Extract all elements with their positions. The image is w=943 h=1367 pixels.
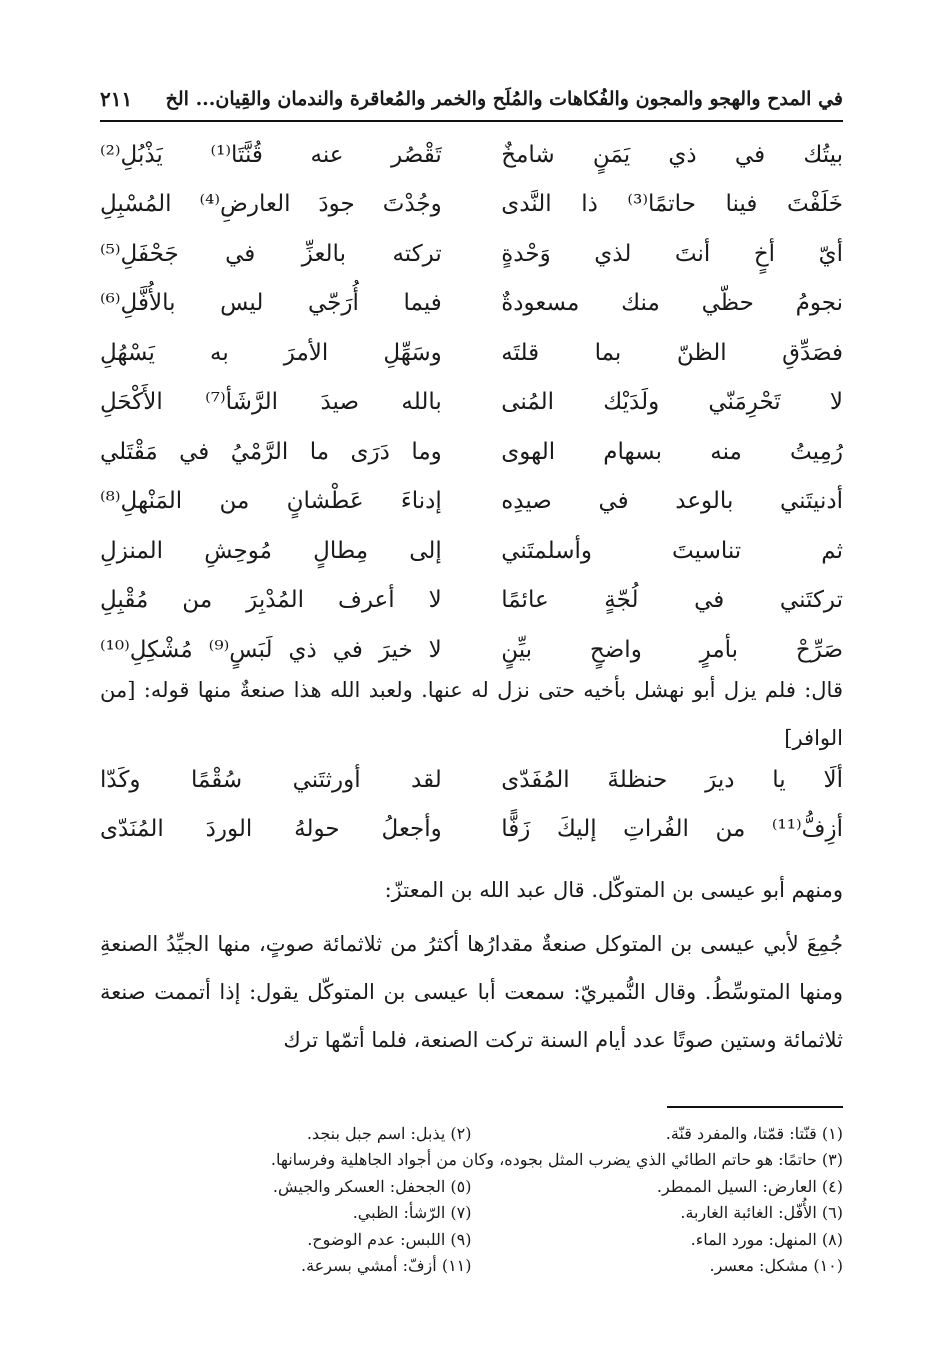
verse-second-hemistich: إلى مِطالٍ مُوحِشِ المنزلِ [100,537,442,564]
verse-first-hemistich: تركتَني في لُجّةٍ عائمًا [501,587,843,614]
prose-paragraph-1 [100,666,843,762]
verse-second-hemistich: لقد أورثتَني سُقْمًا وكَدّا [100,766,442,793]
footnotes [100,1120,843,1279]
paragraph-intro: ومنهم أبو عيسى بن المتوكّل. قال عبد الله بن المعتزّ: [384,878,843,902]
footnote-row [100,1200,843,1227]
footnote: (٢) يذبل: اسم جبل بنجد. [306,1123,472,1143]
verse-first-hemistich: أزِفُّ⁽¹¹⁾ من الفُراتِ إليكَ زَفًّا [501,816,843,843]
running-header [100,78,843,122]
verse-first-hemistich: خَلَفْتَ فينا حاتمًا⁽³⁾ ذا النَّدى [501,191,843,218]
verse-line [100,427,843,477]
verse-second-hemistich: تركته بالعزِّ في جَحْفَلِ⁽⁵⁾ [100,240,442,267]
footnote: (٨) المنهل: مورد الماء. [690,1229,843,1249]
verse-first-hemistich: نجومُ حظّي منك مسعودةٌ [501,290,843,317]
footnote-row [100,1173,843,1200]
verse-first-hemistich: أيّ أخٍ أنتَ لذي وَحْدةٍ [501,240,843,267]
footnote: (١) قنّتا: قمّتا، والمفرد قنّة. [665,1123,843,1143]
verse-first-hemistich: رُمِيتُ منه بسهام الهوى [501,438,843,465]
verse-second-hemistich: لا أعرف المُدْبِرَ من مُقْبِلِ [100,587,442,614]
verse-second-hemistich: فيما أُرَجّي ليس بالأُفَّلِ⁽⁶⁾ [100,290,442,317]
verse-first-hemistich: صَرِّحْ بأمرٍ واضحٍ بيِّنٍ [501,636,843,663]
verse-second-hemistich: وسَهِّلِ الأمرَ به يَسْهُلِ [100,339,442,366]
footnote: (٩) اللبس: عدم الوضوح. [307,1229,472,1249]
verse-line [100,130,843,180]
footnote-row [100,1253,843,1280]
verse-second-hemistich: وجُدْتَ جودَ العارضِ⁽⁴⁾ المُسْبِلِ [100,191,442,218]
verse-first-hemistich: لا تَحْرِمَنّي ولَدَيْك المُنى [501,389,843,416]
footnote: (٥) الجحفل: العسكر والجيش. [272,1176,472,1196]
verse-line [100,477,843,527]
verse-line [100,755,843,805]
footnote-row [100,1120,843,1147]
verse-line [100,279,843,329]
verse-line [100,180,843,230]
verse-line [100,328,843,378]
footnote: (٤) العارض: السيل الممطر. [656,1176,843,1196]
footnote-divider [667,1106,843,1108]
footnote-row [100,1147,843,1174]
footnote: (٦) الأُفّل: الغائبة الغاربة. [680,1203,843,1223]
verse-second-hemistich: بالله صيدَ الرَّشَأ⁽⁷⁾ الأَكْحَلِ [100,389,442,416]
running-title: في المدح والهجو والمجون والفُكاهات والمُلَح والخمر والمُعاقرة والندمان والقِيان... الخ [165,88,843,110]
verse-line [100,229,843,279]
verse-line [100,576,843,626]
verse-second-hemistich: وما دَرَى ما الرَّمْيُ في مَقْتَلي [100,438,442,465]
verse-first-hemistich: ثم تناسيتَ وأسلمتَني [501,537,843,564]
footnote-row [100,1226,843,1253]
verse-second-hemistich: وأجعلُ حولهُ الوردَ المُنَدّى [100,816,442,843]
poem-block-2 [100,755,843,854]
footnote: (١١) أزفّ: أمشي بسرعة. [301,1256,472,1276]
verse-first-hemistich: ألَا يا ديرَ حنظلةَ المُفَدّى [501,766,843,793]
verse-first-hemistich: فصَدِّقِ الظنّ بما قلتَه [501,339,843,366]
paragraph-text: قال: فلم يزل أبو نهشل بأخيه حتى نزل له عنها. ولعبد الله هذا صنعةٌ منها قوله: [من الوافر] [100,678,843,750]
footnote: (٧) الرّشأ: الظبي. [352,1203,472,1223]
footnote: (٣) حاتمًا: هو حاتم الطائي الذي يضرب المثل بجوده، وكان من أجواد الجاهلية وفرسانها. [270,1150,843,1170]
verse-first-hemistich: بيتُك في ذي يَمَنٍ شامخٌ [501,141,843,168]
verse-first-hemistich: أدنيتَني بالوعد في صيدِه [501,488,843,515]
verse-second-hemistich: لا خيرَ في ذي لَبَسٍ⁽⁹⁾ مُشْكِلِ⁽¹⁰⁾ [100,636,442,663]
poem-block-1 [100,130,843,675]
verse-second-hemistich: إدناءَ عَطْشانٍ من المَنْهلِ⁽⁸⁾ [100,488,442,515]
page-number: ٢١١ [100,87,133,111]
footnote: (١٠) مشكل: معسر. [709,1256,843,1276]
verse-line [100,378,843,428]
paragraph-text: جُمِعَ لأبي عيسى بن المتوكل صنعةٌ مقدارُها أكثرُ من ثلاثمائة صوتٍ، منها الجيِّدُ الصنعةِ ومنها المتوسِّطُ. وقال النُّميريّ: سمعت أبا عيسى بن المتوكّل يقول: إذا أتممت صنعة ثلاثمائة وستين صوتًا عدد أيام السنة تركت الصنعة، فلما أتمّها ترك [100,932,843,1052]
verse-line [100,526,843,576]
prose-paragraph-2 [100,866,843,1064]
verse-second-hemistich: تَقْصُر عنه قُنَّتَا⁽¹⁾ يَذْبُلِ⁽²⁾ [100,141,442,168]
verse-line [100,805,843,855]
